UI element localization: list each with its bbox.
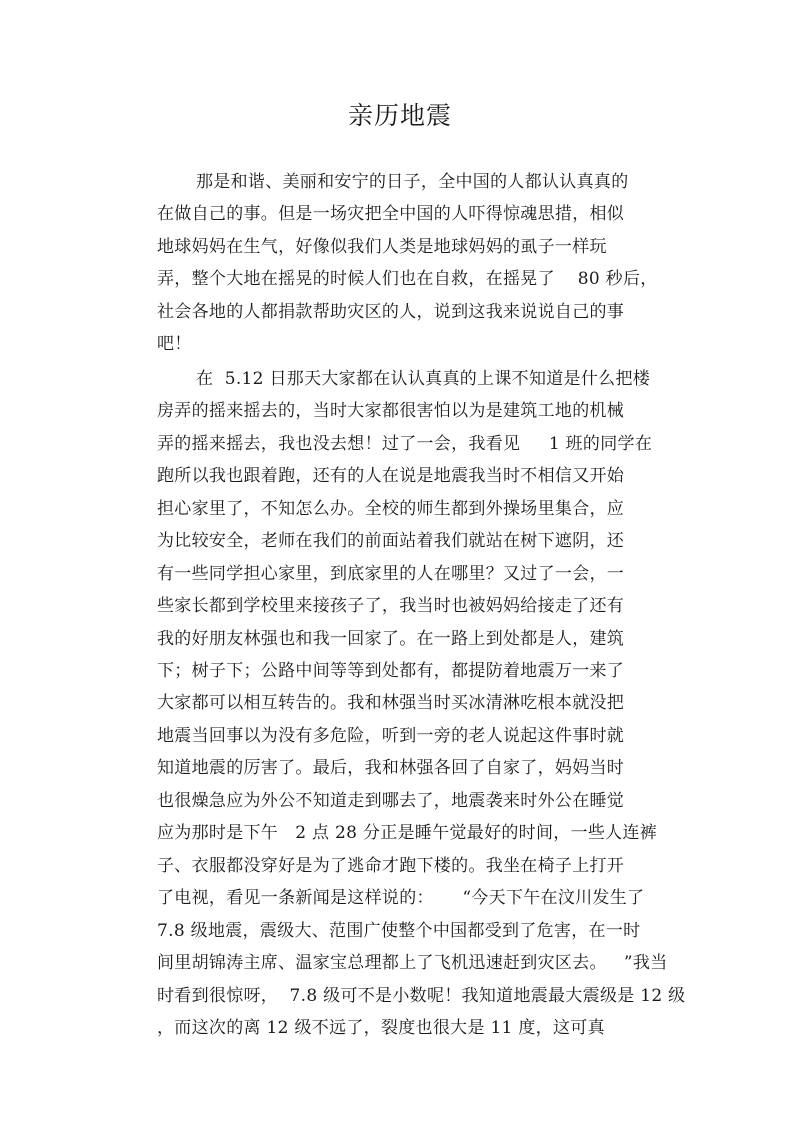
paragraph-2-line-19: 间里胡锦涛主席、温家宝总理都上了飞机迅速赶到灾区去。 ”我当 [157,953,668,973]
paragraph-1-line-1: 那是和谐、美丽和安宁的日子，全中国的人都认认真真的 [196,172,629,192]
paragraph-2-line-21: ，而这次的离 12 级不远了，裂度也很大是 11 度，这可真 [157,1018,605,1038]
paragraph-2-line-2: 房弄的摇来摇去的，当时大家都很害怕以为是建筑工地的机械 [157,401,625,421]
paragraph-1-line-5: 社会各地的人都捐款帮助灾区的人，说到这我来说说自己的事 [157,302,625,322]
paragraph-2-line-3: 弄的摇来摇去，我也没去想！过了一会，我看见 1 班的同学在 [157,434,653,454]
paragraph-1-line-2: 在做自己的事。但是一场灾把全中国的人吓得惊魂思措，相似 [157,204,625,224]
paragraph-2-line-7: 有一些同学担心家里，到底家里的人在哪里？又过了一会，一 [157,564,625,584]
paragraph-2-line-20: 时看到很惊呀， 7.8 级可不是小数呢！我知道地震最大震级是 12 级 [157,986,686,1006]
paragraph-2-line-18: 7.8 级地震，震级大、范围广使整个中国都受到了危害，在一时 [157,921,641,941]
paragraph-2-line-15: 应为那时是下午 2 点 28 分正是睡午觉最好的时间，一些人连裤 [157,823,658,843]
paragraph-2-line-10: 下；树子下；公路中间等等到处都有，都提防着地震万一来了 [157,661,625,681]
paragraph-2-line-4: 跑所以我也跟着跑，还有的人在说是地震我当时不相信又开始 [157,466,625,486]
paragraph-2-line-8: 些家长都到学校里来接孩子了，我当时也被妈妈给接走了还有 [157,596,625,616]
paragraph-2-line-6: 为比较安全，老师在我们的前面站着我们就站在树下遮阴，还 [157,531,625,551]
paragraph-1-line-3: 地球妈妈在生气，好像似我们人类是地球妈妈的虱子一样玩 [157,237,607,257]
paragraph-2-line-16: 子、衣服都没穿好是为了逃命才跑下楼的。我坐在椅子上打开 [157,856,625,876]
paragraph-1-line-6: 吧！ [157,334,192,354]
paragraph-2-line-12: 地震当回事以为没有多危险，听到一旁的老人说起这件事时就 [157,726,625,746]
paragraph-2-line-13: 知道地震的厉害了。最后，我和林强各回了自家了，妈妈当时 [157,758,625,778]
paragraph-2-line-9: 我的好朋友林强也和我一回家了。在一路上到处都是人，建筑 [157,629,625,649]
paragraph-2-line-17: 了电视，看见一条新闻是这样说的： “今天下午在汶川发生了 [157,888,645,908]
paragraph-2-line-14: 也很燥急应为外公不知道走到哪去了，地震袭来时外公在睡觉 [157,791,625,811]
paragraph-2-line-1: 在 5.12 日那天大家都在认认真真的上课不知道是什么把楼 [196,369,651,389]
page-title: 亲历地震 [347,101,452,130]
paragraph-1-line-4: 弄，整个大地在摇晃的时候人们也在自救，在摇晃了 80 秒后， [157,269,658,289]
paragraph-2-line-5: 担心家里了，不知怎么办。全校的师生都到外操场里集合，应 [157,499,625,519]
paragraph-2-line-11: 大家都可以相互转告的。我和林强当时买冰清淋吃根本就没把 [157,693,625,713]
